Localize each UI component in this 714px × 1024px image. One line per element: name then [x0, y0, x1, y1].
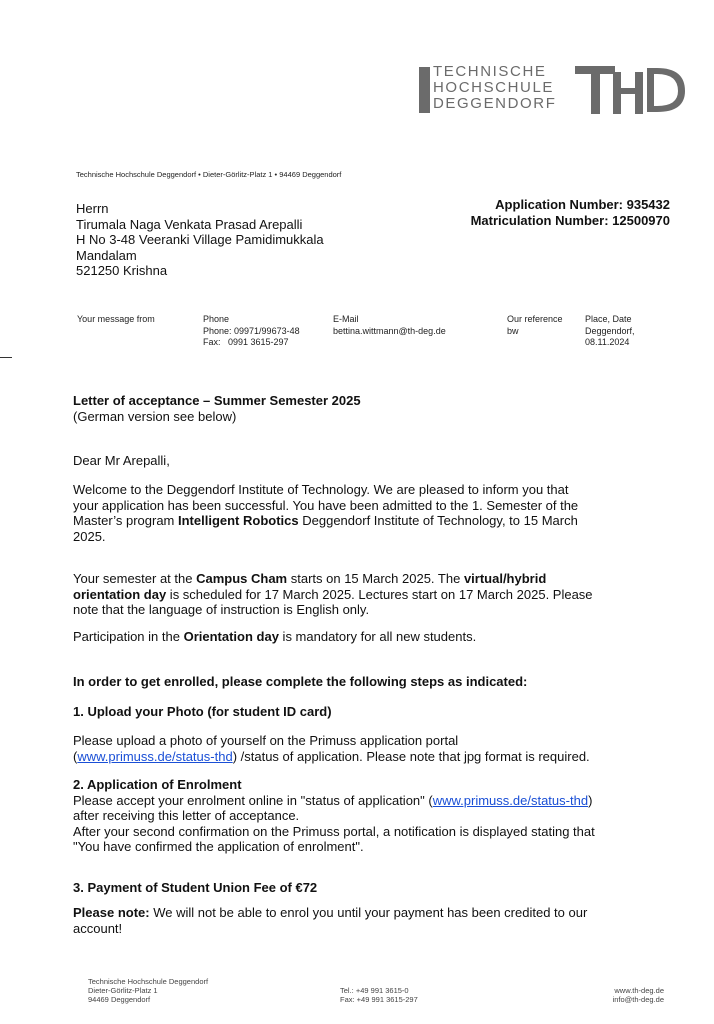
- info-reference: [507, 314, 563, 337]
- footer-web: [613, 986, 664, 1004]
- step-2: [73, 777, 595, 855]
- info-place-date: [585, 314, 635, 349]
- recipient-name: Tirumala Naga Venkata Prasad Arepalli: [76, 216, 303, 232]
- email-label: E-Mail: [333, 314, 359, 324]
- date-value: 08.11.2024: [585, 337, 630, 347]
- step-1-title: [73, 704, 332, 720]
- text-run-bold: virtual/hybrid: [463, 571, 547, 586]
- step-2-line: [73, 793, 595, 809]
- step-3-title: [73, 880, 317, 896]
- info-phone: [203, 314, 300, 349]
- place-date-label: Place, Date: [585, 314, 632, 324]
- letter-title: Letter of acceptance – Summer Semester 2025: [73, 393, 361, 408]
- reference-label: Our reference: [507, 314, 563, 324]
- step-2-line: "You have confirmed the application of enrolment".: [73, 839, 364, 854]
- text-run: Your semester at the: [73, 571, 197, 586]
- recipient-district: Mandalam: [76, 247, 137, 263]
- paragraph-semester-line: note that the language of instruction is English only.: [73, 602, 370, 617]
- step-3-heading: 3. Payment of Student Union Fee of €72: [73, 880, 318, 895]
- paragraph-welcome-line: Welcome to the Deggendorf Institute of Technology. We are pleased to inform you that: [73, 482, 569, 497]
- footer-org: Technische Hochschule Deggendorf: [88, 977, 209, 986]
- text-run: ) /status of application. Please note that jpg format is required.: [232, 748, 590, 764]
- footer-address: [88, 977, 208, 1004]
- text-run-bold: Please note:: [73, 905, 150, 920]
- sender-address-line: Technische Hochschule Deggendorf • Dieter-Görlitz-Platz 1 • 94469 Deggendorf: [76, 170, 342, 179]
- text-run: ): [588, 792, 593, 808]
- paragraph-semester-line: [73, 587, 593, 603]
- info-message-from: [77, 314, 155, 326]
- paragraph-semester-line: [73, 571, 593, 587]
- program-name: Intelligent Robotics: [178, 513, 299, 528]
- phone-value: Phone: 09971/99673-48: [203, 325, 300, 336]
- logo-line-3: DEGGENDORF: [433, 95, 557, 112]
- step-3-text: [73, 905, 587, 936]
- step-2-line: After your second confirmation on the Primuss portal, a notification is displayed stating that: [73, 823, 595, 839]
- recipient-street: H No 3-48 Veeranki Village Pamidimukkala: [76, 232, 324, 247]
- text-run: is mandatory for all new students.: [278, 629, 477, 644]
- paragraph-orientation: [73, 629, 476, 645]
- message-from-label: Your message from: [77, 314, 155, 324]
- reference-value: bw: [507, 325, 519, 336]
- step-3-line: [73, 905, 587, 921]
- footer-street: Dieter-Görlitz-Platz 1: [88, 986, 158, 995]
- footer-contact: [340, 986, 418, 1004]
- paragraph-welcome: [73, 482, 578, 544]
- text-run: Deggendorf Institute of Technology, to 15 March: [298, 513, 578, 528]
- text-run: We will not be able to enrol you until your payment has been credited to our: [149, 905, 588, 920]
- step-2-heading: 2. Application of Enrolment: [73, 777, 242, 792]
- reference-numbers: [471, 197, 670, 228]
- matriculation-number: Matriculation Number: 12500970: [470, 212, 670, 228]
- place-value: Deggendorf,: [585, 325, 635, 336]
- footer-city: 94469 Deggendorf: [88, 995, 151, 1004]
- paragraph-welcome-line: [73, 513, 578, 529]
- application-number: Application Number: 935432: [495, 197, 670, 212]
- logo-line-1: TECHNISCHE: [433, 63, 547, 80]
- recipient-salutation: Herrn: [76, 201, 109, 216]
- text-run: (: [73, 748, 78, 764]
- step-1-line: Please upload a photo of yourself on the Primuss application portal: [73, 733, 459, 748]
- primuss-link[interactable]: www.primuss.de/status-thd: [432, 792, 589, 808]
- paragraph-welcome-line: your application has been successful. You have been admitted to the 1. Semester of the: [73, 497, 579, 513]
- footer-fax: Fax: +49 991 3615-297: [340, 995, 418, 1004]
- step-1-line: [73, 749, 590, 765]
- steps-intro-text: In order to get enrolled, please complete the following steps as indicated:: [73, 674, 528, 689]
- footer-email: info@th-deg.de: [612, 995, 664, 1004]
- recipient-city: 521250 Krishna: [76, 263, 168, 278]
- thd-monogram-icon: [575, 66, 687, 114]
- letter-heading: [73, 393, 361, 424]
- step-1-heading: 1. Upload your Photo (for student ID card): [73, 704, 332, 719]
- text-run: Please accept your enrolment online in "status of application" (: [73, 792, 433, 808]
- paragraph-semester: [73, 571, 593, 618]
- text-run: Master’s program: [73, 513, 178, 528]
- primuss-link[interactable]: www.primuss.de/status-thd: [77, 748, 233, 764]
- step-1-text: [73, 733, 590, 764]
- footer-website: www.th-deg.de: [614, 986, 664, 995]
- campus-name: Campus Cham: [196, 571, 288, 586]
- logo-bar: [419, 67, 430, 113]
- paragraph-welcome-line: 2025.: [73, 528, 106, 544]
- letter-subtitle: (German version see below): [73, 408, 237, 424]
- logo-line-2: HOCHSCHULE: [433, 79, 555, 96]
- info-email: [333, 314, 446, 337]
- letter-greeting: Dear Mr Arepalli,: [73, 453, 170, 468]
- text-run-bold: Orientation day: [183, 629, 279, 644]
- text-run: Participation in the: [73, 629, 184, 644]
- phone-label: Phone: [203, 314, 230, 324]
- footer-tel: Tel.: +49 991 3615-0: [340, 986, 409, 995]
- step-2-line: after receiving this letter of acceptance.: [73, 808, 300, 823]
- fax-value: Fax: 0991 3615-297: [203, 337, 289, 347]
- step-3-line: account!: [73, 920, 123, 936]
- logo-wordmark: [433, 64, 573, 112]
- text-run-bold: orientation day: [73, 586, 167, 602]
- fold-mark: [0, 357, 12, 358]
- recipient-address: [76, 201, 324, 279]
- steps-intro: [73, 674, 527, 690]
- text-run: starts on 15 March 2025. The: [287, 571, 464, 586]
- email-value: bettina.wittmann@th-deg.de: [333, 325, 446, 336]
- text-run: is scheduled for 17 March 2025. Lectures start on 17 March 2025. Please: [166, 586, 593, 602]
